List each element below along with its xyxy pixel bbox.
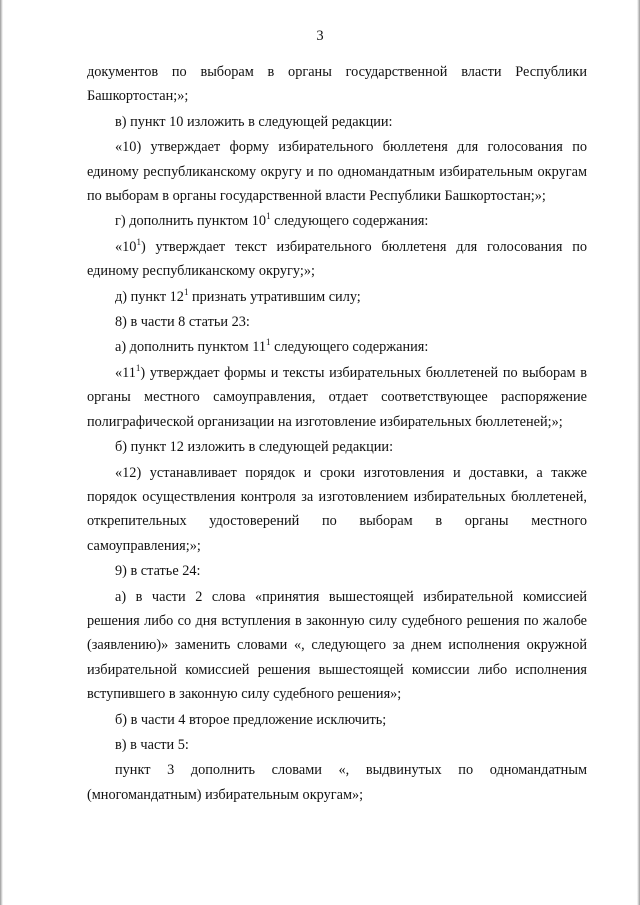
paragraph-text: 9) в статье 24: — [115, 563, 201, 580]
paragraph-text: «10 — [115, 238, 137, 255]
paragraph — [87, 235, 587, 284]
paragraph-text: 8) в части 8 статьи 23: — [115, 314, 250, 331]
page-number: 3 — [316, 28, 324, 44]
document-body — [87, 60, 587, 807]
paragraph — [87, 60, 587, 109]
paragraph-text: ) утверждает текст избирательного бюллетеня для голосования по единому республиканскому округу;»; — [87, 238, 587, 280]
paragraph-text: г) дополнить пунктом 10 — [115, 213, 267, 230]
paragraph — [87, 559, 587, 583]
paragraph-text: ) утверждает формы и тексты избирательных бюллетеней по выборам в органы местного самоуправления, отдает соответствующее распоряжение полиграфической организации на изготовление избирательных бюллетеней;»; — [87, 364, 587, 430]
paragraph-text: «11 — [115, 364, 136, 381]
paragraph-text: б) пункт 12 изложить в следующей редакции: — [115, 439, 394, 456]
paragraph-text: «12) устанавливает порядок и сроки изготовления и доставки, а также порядок осуществления контроля за изготовлением избирательных бюллетеней, открепительных удостоверений по выборам в органы местного самоуправления;»; — [87, 464, 587, 554]
paragraph-text: признать утратившим силу; — [188, 288, 361, 305]
paragraph — [87, 758, 587, 807]
paragraph-text: «10) утверждает форму избирательного бюллетеня для голосования по единому республиканскому округу и по одномандатным избирательным округам по выборам в органы государственной власти Республики Башкортостан;»; — [87, 139, 587, 205]
paragraph-text: б) в части 4 второе предложение исключить; — [115, 711, 387, 728]
superscript: 1 — [266, 211, 271, 222]
paragraph — [87, 585, 587, 707]
paragraph-text: следующего содержания: — [270, 339, 429, 356]
paragraph — [87, 335, 587, 359]
paragraph-text: документов по выборам в органы государственной власти Республики Башкортостан;»; — [87, 64, 587, 105]
paragraph-text: а) дополнить пунктом 11 — [115, 339, 267, 356]
paragraph — [87, 733, 587, 757]
paragraph — [87, 435, 587, 459]
superscript: 1 — [136, 236, 141, 247]
paragraph — [87, 285, 587, 309]
paragraph-text: д) пункт 12 — [115, 288, 184, 305]
paragraph-text: в) в части 5: — [115, 736, 189, 753]
paragraph — [87, 135, 587, 208]
superscript: 1 — [266, 337, 271, 348]
paragraph — [87, 461, 587, 559]
paragraph-text: пункт 3 дополнить словами «, выдвинутых по одномандатным (многомандатным) избирательным округам»; — [87, 762, 587, 803]
paragraph-text: а) в части 2 слова «принятия вышестоящей избирательной комиссией решения либо со дня вступления в законную силу судебного решения по жалобе (заявлению)» заменить словами «, следующего за днем исполнения окружной избирательной комиссией решения вышестоящей комиссии либо исполнения вступившего в законную силу судебного решения»; — [87, 588, 587, 703]
paragraph — [87, 110, 587, 134]
superscript: 1 — [183, 286, 189, 297]
paragraph — [87, 209, 587, 233]
paragraph-text: следующего содержания: — [270, 213, 429, 230]
superscript: 1 — [135, 362, 141, 373]
paragraph — [87, 708, 587, 732]
paragraph — [87, 310, 587, 334]
scan-edge-left — [0, 0, 3, 905]
paragraph — [87, 361, 587, 434]
paragraph-text: в) пункт 10 изложить в следующей редакции: — [115, 113, 393, 130]
